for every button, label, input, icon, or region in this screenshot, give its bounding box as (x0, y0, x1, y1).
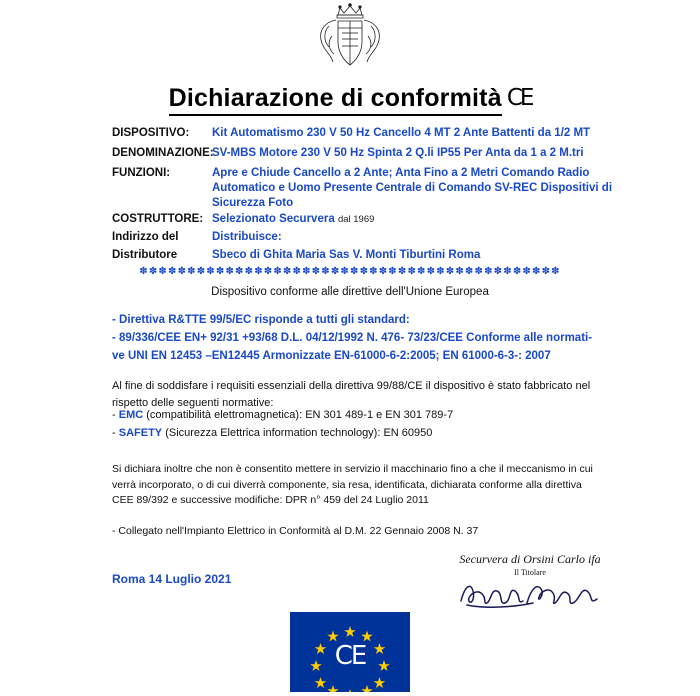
norm-text-emc: (compatibilità elettromagnetica): EN 301 489-1 e EN 301 789-7 (143, 409, 454, 421)
norm-prefix-safety: - (112, 427, 119, 439)
norm-row-emc (112, 406, 612, 424)
conformity-statement: Dispositivo conforme alle direttive dell'Unione Europea (211, 286, 489, 298)
essential-requirements-paragraph: Al fine di soddisfare i requisiti essenziali della direttiva 99/88/CE il dispositivo è stato fabbricato nel rispetto delle seguenti normative: (112, 380, 591, 409)
eu-flag-ce-icon (290, 612, 410, 692)
manufacturer-block (112, 212, 622, 266)
signature-block (430, 552, 630, 609)
directive-line-3: ve UNI EN 12453 –EN12445 Armonizzate EN-61000-6-2:2005; EN 61000-6-3-: 2007 (112, 350, 551, 362)
coat-of-arms-icon (0, 2, 700, 80)
issue-date: Roma 14 Luglio 2021 (112, 572, 232, 586)
document-title-row (0, 84, 700, 116)
directives-list (112, 312, 612, 366)
field-row-denominazione (112, 146, 612, 161)
field-row-funzioni (112, 166, 612, 211)
distributes-label: Distribuisce: (212, 231, 282, 243)
norm-prefix-emc: - (112, 409, 119, 421)
signature-company: Securvera di Orsini Carlo ifa (459, 552, 601, 566)
address-row-2 (112, 248, 622, 263)
address-row-1 (112, 230, 622, 245)
page-title: Dichiarazione di conformità (169, 84, 502, 116)
field-row-dispositivo (112, 126, 612, 141)
field-label-funzioni: FUNZIONI: (112, 167, 171, 179)
handwritten-signature-icon (430, 579, 630, 609)
directive-line-1: - Direttiva R&TTE 99/5/EC risponde a tutti gli standard: (112, 314, 410, 326)
field-value-denominazione: SV-MBS Motore 230 V 50 Hz Spinta 2 Q.li IP55 Per Anta da 1 a 2 M.tri (212, 147, 584, 159)
field-value-dispositivo: Kit Automatismo 230 V 50 Hz Cancello 4 MT 2 Ante Battenti da 1/2 MT (212, 127, 591, 139)
manufacturer-name: Selezionato Securvera (212, 213, 335, 225)
field-label-dispositivo: DISPOSITIVO: (112, 127, 190, 139)
svg-text:CE: CE (334, 641, 366, 671)
address-label-line1: Indirizzo del (112, 231, 179, 243)
manufacturer-value (212, 212, 622, 227)
distributor-value: Sbeco di Ghita Maria Sas V. Monti Tiburtini Roma (212, 249, 481, 261)
stars-divider: ✽✽✽✽✽✽✽✽✽✽✽✽✽✽✽✽✽✽✽✽✽✽✽✽✽✽✽✽✽✽✽✽✽✽✽✽✽✽✽✽✽✽✽✽ (139, 266, 561, 277)
norm-row-safety (112, 424, 612, 442)
norm-text-safety: (Sicurezza Elettrica information technology): EN 60950 (162, 427, 433, 439)
address-label-line2: Distributore (112, 249, 178, 261)
device-fields (112, 126, 612, 216)
directive-line-2: - 89/336/CEE EN+ 92/31 +93/68 D.L. 04/12/1992 N. 476- 73/23/CEE Conforme alle normati- (112, 332, 593, 344)
field-value-funzioni: Apre e Chiude Cancello a 2 Ante; Anta Fino a 2 Metri Comando Radio Automatico e Uomo Presente Centrale di Comando SV-REC Dispositivi di Sicurezza Foto (212, 167, 613, 209)
declaration-paragraph: Si dichiara inoltre che non è consentito mettere in servizio il macchinario fino a che il meccanismo in cui verrà incorporato, o di cui diverrà componente, sia resa, identificata, dichiarata conforme alla direttiva CEE 89/392 e successive modifiche: DPR n° 459 del 24 Luglio 2011 (112, 463, 593, 506)
norms-list (112, 406, 612, 442)
manufacturer-since: dal 1969 (337, 214, 375, 225)
signature-role: Il Titolare (514, 568, 546, 577)
norm-keyword-emc: EMC (118, 409, 144, 421)
electrical-conformity-line: - Collegato nell'Impianto Elettrico in Conformità al D.M. 22 Gennaio 2008 N. 37 (112, 525, 479, 537)
manufacturer-label: COSTRUTTORE: (112, 213, 204, 225)
norm-keyword-safety: SAFETY (118, 427, 163, 439)
manufacturer-row (112, 212, 622, 227)
field-label-denominazione: DENOMINAZIONE: (112, 147, 214, 159)
ce-mark-title-icon: CE (506, 85, 532, 111)
